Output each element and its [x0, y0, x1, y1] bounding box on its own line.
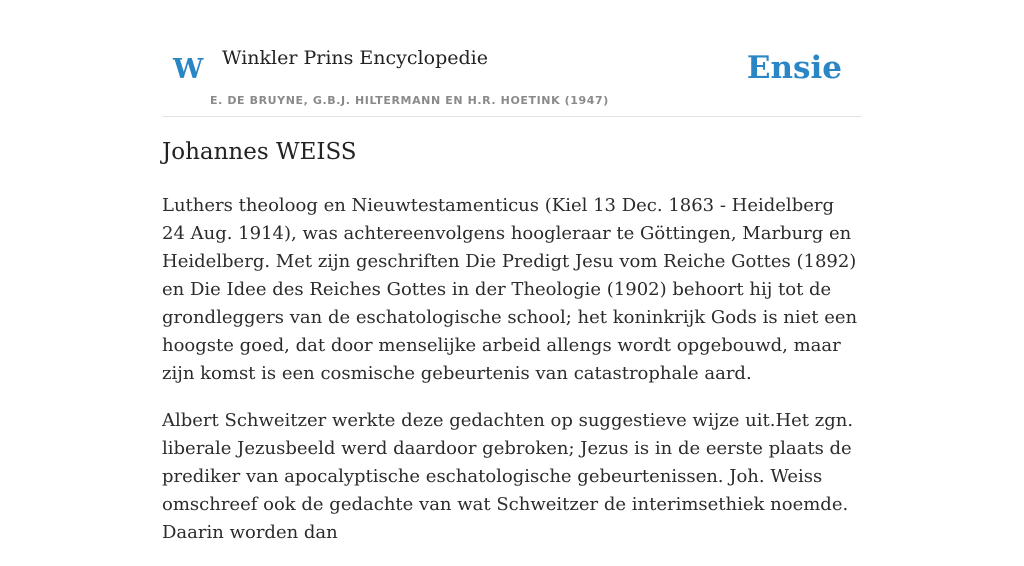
header — [162, 40, 862, 117]
book-authors: E. DE BRUYNE, G.B.J. HILTERMANN EN H.R. HOETINK (1947) — [210, 94, 609, 107]
article-paragraph: Luthers theoloog en Nieuwtestamenticus (Kiel 13 Dec. 1863 - Heidelberg 24 Aug. 1914), was achtereenvolgens hoogleraar te Göttingen, Marburg en Heidelberg. Met zijn geschriften Die Predigt Jesu vom Reiche Gottes (1892) en Die Idee des Reiches Gottes in der Theologie (1902) behoort hij tot de grondleggers van de eschatologische school; het koninkrijk Gods is niet een hoogste goed, dat door menselijke arbeid allengs wordt opgebouwd, maar zijn komst is een cosmische gebeurtenis van catastrophale aard. — [162, 195, 858, 384]
page-title: Johannes WEISS — [162, 139, 357, 165]
book-title[interactable]: Winkler Prins Encyclopedie — [222, 47, 488, 69]
article-paragraph: Albert Schweitzer werkte deze gedachten op suggestieve wijze uit.Het zgn. liberale Jezusbeeld werd daardoor gebroken; Jezus is in de eerste plaats de prediker van apocalyptische eschatologische gebeurtenissen. Joh. Weiss omschreef ook de gedachte van wat Schweitzer de interimsethiek noemde. Daarin worden dan — [162, 410, 854, 543]
publication-logo[interactable]: W — [173, 54, 204, 85]
article-body — [162, 192, 862, 566]
brand-logo[interactable]: Ensie — [746, 50, 842, 86]
